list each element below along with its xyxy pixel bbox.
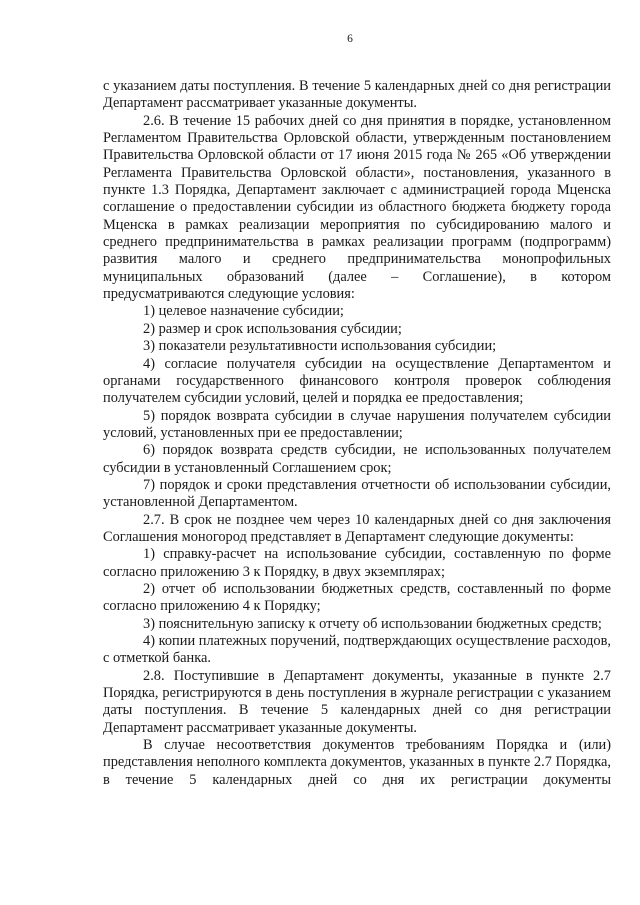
list-item-condition-5: 5) порядок возврата субсидии в случае нарушения получателем субсидии условий, установленных при ее предоставлении;	[103, 407, 611, 441]
list-item-condition-4: 4) согласие получателя субсидии на осуществление Департаментом и органами государственного финансового контроля проверок соблюдения получателем субсидии условий, целей и порядка ее предоставления;	[103, 355, 611, 407]
list-item-document-3: 3) пояснительную записку к отчету об использовании бюджетных средств;	[143, 615, 602, 632]
list-item-condition-3: 3) показатели результативности использования субсидии;	[143, 338, 497, 355]
list-item-document-1: 1) справку-расчет на использование субсидии, составленную по форме согласно приложению 3 к Порядку, в двух экземплярах;	[103, 546, 611, 580]
paragraph-2-7: 2.7. В срок не позднее чем через 10 календарных дней со дня заключения Соглашения моногород представляет в Департамент следующие документы:	[103, 511, 611, 545]
page-number: 6	[347, 33, 353, 45]
list-item-document-2: 2) отчет об использовании бюджетных средств, составленный по форме согласно приложению 4 к Порядку;	[103, 580, 611, 615]
paragraph-nonconformity: В случае несоответствия документов требованиям Порядка и (или) представления неполного комплекта документов, указанных в пункте 2.7 Порядка, в течение 5 календарных дней со дня их регистрации документы	[103, 737, 611, 788]
paragraph-2-8: 2.8. Поступившие в Департамент документы, указанные в пункте 2.7 Порядка, регистрируются в день поступления в журнале регистрации с указанием даты поступления. В течение 5 календарных дней со дня регистрации Департамент рассматривает указанные документы.	[103, 667, 611, 736]
paragraph-2-6: 2.6. В течение 15 рабочих дней со дня принятия в порядке, установленном Регламентом Правительства Орловской области, утвержденным постановлением Правительства Орловской области от 17 июня 2015 года № 265 «Об утверждении Регламента Правительства Орловской области», постановления, указанного в пункте 1.3 Порядка, Департамент заключает с администрацией города Мценска соглашение о предоставлении субсидии из областного бюджета бюджету города Мценска в рамках реализации мероприятия по субсидированию малого и среднего предпринимательства в рамках реализации программ (подпрограмм) развития малого и среднего предпринимательства монопрофильных муниципальных образований (далее – Соглашение), в котором предусматриваются следующие условия:	[103, 112, 611, 303]
list-item-condition-6: 6) порядок возврата средств субсидии, не использованных получателем субсидии в установленный Соглашением срок;	[103, 442, 611, 476]
list-item-condition-1: 1) целевое назначение субсидии;	[143, 303, 344, 320]
list-item-document-4: 4) копии платежных поручений, подтверждающих осуществление расходов, с отметкой банка.	[103, 633, 611, 667]
list-item-condition-7: 7) порядок и сроки представления отчетности об использовании субсидии, установленной Департаментом.	[103, 476, 611, 511]
document-body	[103, 78, 611, 789]
list-item-condition-2: 2) размер и срок использования субсидии;	[143, 320, 402, 337]
paragraph-continuation: с указанием даты поступления. В течение 5 календарных дней со дня регистрации Департамент рассматривает указанные документы.	[103, 78, 611, 112]
